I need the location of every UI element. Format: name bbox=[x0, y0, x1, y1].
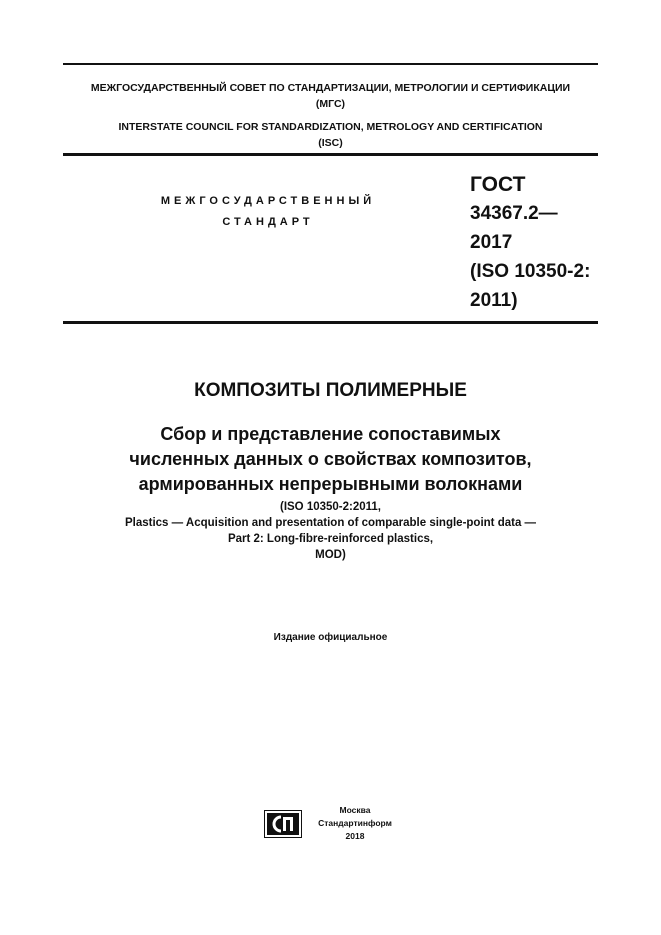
council-ru: МЕЖГОСУДАРСТВЕННЫЙ СОВЕТ ПО СТАНДАРТИЗАЦИИ, МЕТРОЛОГИИ И СЕРТИФИКАЦИИ bbox=[90, 82, 571, 94]
iso-reference bbox=[63, 499, 598, 563]
council-header bbox=[63, 80, 598, 151]
standartinform-logo-icon bbox=[264, 810, 302, 838]
edition-label: Издание официальное bbox=[273, 632, 388, 643]
iso-line2: Plastics — Acquisition and presentation of comparable single-point data — bbox=[124, 517, 537, 529]
gost-line5: 2011) bbox=[470, 290, 518, 311]
header-rule bbox=[63, 153, 598, 156]
standard-kind-line2: СТАНДАРТ bbox=[222, 216, 314, 228]
document-subtitle bbox=[63, 422, 598, 497]
gost-designation bbox=[470, 170, 590, 315]
document-title: КОМПОЗИТЫ ПОЛИМЕРНЫЕ bbox=[194, 380, 467, 401]
subtitle-line2: численных данных о свойствах композитов, bbox=[129, 449, 532, 469]
gost-line3: 2017 bbox=[470, 232, 513, 253]
gost-line2: 34367.2— bbox=[470, 203, 558, 224]
iso-line3: Part 2: Long-fibre-reinforced plastics, bbox=[227, 533, 434, 545]
iso-line4: MOD) bbox=[315, 549, 346, 561]
publisher-info bbox=[310, 804, 400, 843]
publisher-city: Москва bbox=[339, 805, 371, 815]
standard-kind bbox=[120, 191, 416, 233]
publisher-year: 2018 bbox=[345, 831, 365, 841]
council-en-abbr: (ISC) bbox=[318, 137, 343, 149]
publisher-name: Стандартинформ bbox=[318, 818, 392, 828]
council-en: INTERSTATE COUNCIL FOR STANDARDIZATION, METROLOGY AND CERTIFICATION bbox=[118, 121, 543, 133]
standard-kind-line1: МЕЖГОСУДАРСТВЕННЫЙ bbox=[160, 195, 376, 207]
top-rule bbox=[63, 63, 598, 65]
gost-line4: (ISO 10350-2: bbox=[470, 261, 591, 282]
council-ru-abbr: (МГС) bbox=[315, 98, 346, 110]
designation-rule bbox=[63, 321, 598, 324]
iso-line1: (ISO 10350-2:2011, bbox=[279, 501, 381, 513]
gost-line1: ГОСТ bbox=[470, 173, 526, 196]
subtitle-line1: Сбор и представление сопоставимых bbox=[160, 424, 501, 444]
subtitle-line3: армированных непрерывными волокнами bbox=[138, 474, 523, 494]
